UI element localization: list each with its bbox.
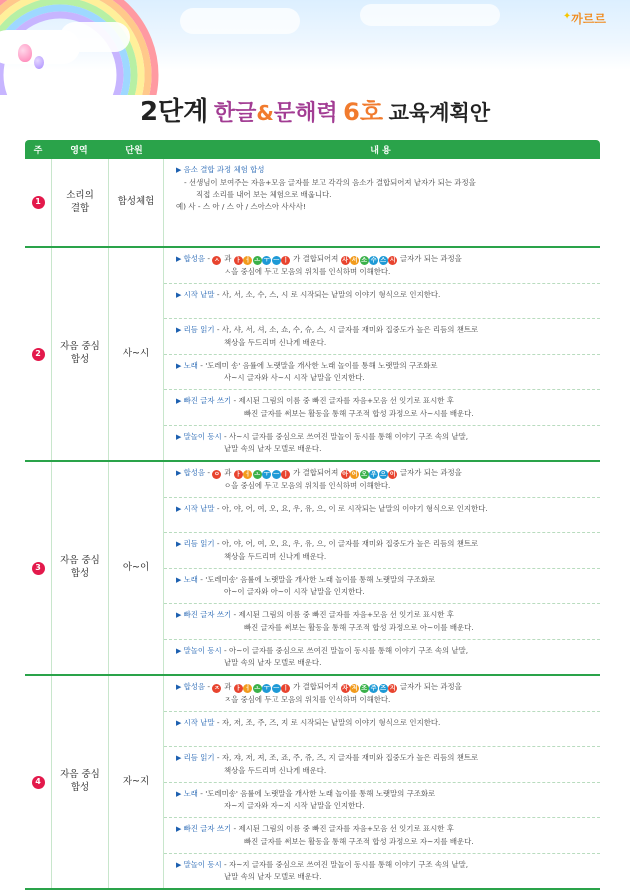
arrow-icon: ▶ bbox=[176, 397, 184, 405]
item-first-line bbox=[176, 360, 592, 373]
item-keyword: 리듬 읽기 bbox=[183, 325, 215, 334]
item-keyword: 말놀이 동시 bbox=[183, 859, 222, 869]
item-first-line bbox=[176, 681, 592, 694]
item-continuation: 빠진 글자를 써보는 활동을 통해 구조적 합성 과정으로 자~지를 배운다. bbox=[244, 836, 474, 846]
item-first-line bbox=[176, 645, 592, 658]
letter-chip: 자 bbox=[342, 685, 349, 692]
item-text: - 자, 쟈, 저, 져, 조, 죠, 주, 쥬, 즈, 지 글자를 재미와 집중도가 높은 리듬의 챈트로 bbox=[216, 753, 479, 762]
content-item bbox=[164, 747, 600, 783]
letter-chip: ㅣ bbox=[282, 685, 289, 692]
letter-chip: ㅓ bbox=[244, 685, 251, 692]
letter-chip: ㅣ bbox=[282, 257, 289, 264]
item-text: - 제시된 그림의 이름 중 빠진 글자를 자음+모음 선 잇기로 표시한 후 bbox=[233, 610, 454, 619]
letter-chip: ㅇ bbox=[214, 471, 220, 478]
cloud-icon bbox=[60, 22, 130, 52]
item-continuation: 빠진 글자를 써보는 활동을 통해 구조적 합성 과정으로 사~시를 배운다. bbox=[244, 408, 474, 418]
arrow-icon: ▶ bbox=[176, 646, 184, 655]
item-text: - 사, 샤, 서, 셔, 소, 쇼, 수, 슈, 스, 시 글자를 재미와 집중도가 높은 리듬의 챈트로 bbox=[216, 325, 479, 334]
item-continuation: 낱말 속의 낱자 모델로 배운다. bbox=[224, 872, 322, 882]
letter-chip: ㅏ bbox=[235, 471, 242, 478]
letter-chip: 우 bbox=[370, 471, 377, 478]
letter-chip: ㅗ bbox=[254, 685, 261, 692]
letter-chip: ㅜ bbox=[263, 257, 270, 264]
week-cell bbox=[25, 462, 52, 674]
content-item bbox=[164, 390, 600, 426]
week-number-badge: 2 bbox=[32, 348, 45, 361]
letter-chip: 아 bbox=[342, 471, 349, 478]
unit-cell: 사~시 bbox=[109, 248, 164, 460]
week-number-badge: 3 bbox=[32, 562, 45, 575]
item-text: - 사~시 글자를 중심으로 쓰여진 말놀이 동시를 통해 이야기 구조 속의 낱말, bbox=[224, 431, 469, 441]
item-keyword: 시작 낱말 bbox=[183, 289, 215, 299]
item-keyword: 노래 bbox=[183, 788, 198, 798]
item-continuation: 빠진 글자를 써보는 활동을 통해 구조적 합성 과정으로 아~이를 배운다. bbox=[244, 622, 474, 632]
content-item bbox=[164, 284, 600, 320]
week-cell bbox=[25, 159, 52, 246]
item-keyword: 빠진 글자 쓰기 bbox=[183, 824, 232, 833]
content-cell bbox=[164, 462, 600, 674]
letter-chip: 주 bbox=[370, 685, 377, 692]
balloon-icon bbox=[18, 44, 32, 62]
item-text: 글자가 되는 과정을 bbox=[397, 682, 462, 691]
table-row bbox=[25, 248, 600, 462]
area-cell: 자음 중심 합성 bbox=[52, 248, 109, 460]
letter-chip: ㅜ bbox=[263, 471, 270, 478]
title-hangul: 한글 bbox=[213, 101, 257, 126]
item-continuation: 책상을 두드리며 신나게 배운다. bbox=[224, 765, 327, 775]
content-item bbox=[164, 854, 600, 889]
letter-chip: 사 bbox=[342, 257, 349, 264]
content-cell bbox=[164, 676, 600, 888]
title-level: 2단계 bbox=[139, 97, 209, 127]
item-first-line bbox=[176, 752, 592, 765]
title-plan: 교육계획안 bbox=[388, 101, 491, 125]
item-first-line bbox=[176, 324, 592, 337]
letter-chip: ㅏ bbox=[235, 685, 242, 692]
item-text: - '도레미송' 음률에 노랫말을 개사한 노래 놀이를 통해 노랫말의 구조화로 bbox=[200, 788, 436, 798]
item-keyword: 말놀이 동시 bbox=[183, 431, 222, 441]
letter-chip: 스 bbox=[380, 257, 387, 264]
week-number-badge: 4 bbox=[32, 776, 45, 789]
item-first-line bbox=[176, 164, 592, 177]
content-item bbox=[164, 604, 600, 640]
item-text: - 제시된 그림의 이름 중 빠진 글자를 자음+모음 선 잇기로 표시한 후 bbox=[233, 824, 454, 833]
content-item bbox=[164, 712, 600, 748]
item-first-line bbox=[176, 503, 592, 516]
item-text: - 아~이 글자를 중심으로 쓰여진 말놀이 동시를 통해 이야기 구조 속의 낱말, bbox=[224, 645, 469, 655]
letter-chip: 지 bbox=[389, 685, 396, 692]
item-first-line bbox=[176, 609, 592, 622]
item-text: - 제시된 그림의 이름 중 빠진 글자를 자음+모음 선 잇기로 표시한 후 bbox=[233, 396, 454, 405]
item-first-line bbox=[176, 467, 592, 480]
letter-chip: 수 bbox=[370, 257, 377, 264]
item-continuation: 책상을 두드리며 신나게 배운다. bbox=[224, 337, 327, 347]
item-continuation: ㅈ을 중심에 두고 모음의 위치를 인식하며 이해한다. bbox=[224, 694, 391, 704]
header-unit: 단원 bbox=[125, 146, 143, 156]
item-text: 과 bbox=[221, 682, 234, 691]
item-keyword: 합성음 bbox=[183, 254, 206, 263]
letter-chip: ㅈ bbox=[214, 685, 220, 692]
content-item bbox=[164, 533, 600, 569]
arrow-icon: ▶ bbox=[176, 361, 184, 370]
letter-chip: 소 bbox=[361, 257, 368, 264]
item-text: - bbox=[205, 254, 213, 263]
title-literacy: 문해력 bbox=[273, 101, 338, 126]
item-text: - 아, 야, 어, 여, 오, 요, 우, 유, 으, 이 글자를 재미와 집중도가 높은 리듬의 챈트로 bbox=[216, 539, 479, 548]
letter-chip: ㅓ bbox=[244, 257, 251, 264]
item-continuation: 낱말 속의 낱자 모델로 배운다. bbox=[224, 658, 322, 668]
content-item bbox=[164, 640, 600, 675]
arrow-icon: ▶ bbox=[176, 326, 184, 334]
content-item bbox=[164, 676, 600, 712]
area-cell: 소리의 결합 bbox=[52, 159, 109, 246]
item-keyword: 노래 bbox=[183, 360, 198, 370]
header-week: 주 bbox=[33, 146, 43, 156]
arrow-icon: ▶ bbox=[176, 683, 184, 691]
letter-chip: ㅡ bbox=[273, 685, 280, 692]
title-amp: & bbox=[256, 101, 274, 125]
item-continuation: 사~시 글자와 사~시 시작 낱말을 인지한다. bbox=[224, 373, 365, 383]
unit-cell: 합성체험 bbox=[109, 159, 164, 246]
cloud-icon bbox=[360, 4, 500, 26]
arrow-icon: ▶ bbox=[176, 575, 184, 584]
item-keyword: 리듬 읽기 bbox=[183, 539, 215, 548]
arrow-icon: ▶ bbox=[176, 789, 184, 798]
letter-chip: ㅣ bbox=[282, 471, 289, 478]
content-item bbox=[164, 498, 600, 534]
item-text: - 자, 저, 조, 주, 즈, 지 로 시작되는 낱말의 이야기 형식으로 인지한다. bbox=[216, 717, 441, 727]
balloon-icon bbox=[34, 56, 44, 69]
header-area: 영역 bbox=[70, 146, 88, 156]
week-number-badge: 1 bbox=[32, 196, 45, 209]
table-row bbox=[25, 159, 600, 248]
letter-chip: ㅡ bbox=[273, 471, 280, 478]
item-text: - '도레미 송' 음률에 노랫말을 개사한 노래 놀이를 통해 노랫말의 구조화로 bbox=[200, 360, 438, 370]
item-keyword: 빠진 글자 쓰기 bbox=[183, 396, 232, 405]
content-item bbox=[164, 159, 600, 246]
letter-chip: ㅗ bbox=[254, 471, 261, 478]
item-first-line bbox=[176, 859, 592, 872]
item-text: - 자~지 글자를 중심으로 쓰여진 말놀이 동시를 통해 이야기 구조 속의 낱말, bbox=[224, 859, 469, 869]
item-continuation: ㅅ을 중심에 두고 모음의 위치를 인식하며 이해한다. bbox=[224, 266, 391, 276]
item-text: - bbox=[205, 682, 213, 691]
item-first-line bbox=[176, 823, 592, 836]
item-keyword: 시작 낱말 bbox=[183, 503, 215, 513]
plan-table bbox=[25, 140, 600, 890]
letter-chip: ㅅ bbox=[214, 257, 220, 264]
item-first-line bbox=[176, 717, 592, 730]
item-first-line bbox=[176, 788, 592, 801]
item-keyword: 리듬 읽기 bbox=[183, 753, 215, 762]
item-text: - bbox=[205, 468, 213, 477]
item-first-line bbox=[176, 289, 592, 302]
page-title bbox=[0, 91, 630, 128]
letter-chip: ㅓ bbox=[244, 471, 251, 478]
content-item bbox=[164, 462, 600, 498]
item-text: 글자가 되는 과정을 bbox=[397, 468, 462, 477]
item-text: - 사, 서, 소, 수, 스, 시 로 시작되는 낱말의 이야기 형식으로 인지한다. bbox=[216, 289, 441, 299]
title-issue: 6호 bbox=[343, 98, 384, 126]
letter-chip: ㅗ bbox=[254, 257, 261, 264]
brand-logo: ✦까르르 bbox=[562, 11, 606, 26]
letter-chip: 조 bbox=[361, 685, 368, 692]
content-item bbox=[164, 355, 600, 391]
arrow-icon: ▶ bbox=[176, 718, 184, 727]
item-text: 과 bbox=[221, 468, 234, 477]
item-text: 가 결합되어져 bbox=[290, 682, 341, 691]
item-first-line bbox=[176, 574, 592, 587]
item-first-line bbox=[176, 538, 592, 551]
letter-chip: 저 bbox=[351, 685, 358, 692]
letter-chip: 어 bbox=[351, 471, 358, 478]
cloud-icon bbox=[180, 8, 300, 34]
unit-cell: 아~이 bbox=[109, 462, 164, 674]
item-keyword: 합성음 bbox=[183, 682, 206, 691]
table-header bbox=[25, 140, 600, 159]
letter-chip: 으 bbox=[380, 471, 387, 478]
item-first-line bbox=[176, 431, 592, 444]
item-keyword: 합성음 bbox=[183, 468, 206, 477]
item-first-line bbox=[176, 253, 592, 266]
arrow-icon: ▶ bbox=[176, 540, 184, 548]
item-keyword: 말놀이 동시 bbox=[183, 645, 222, 655]
letter-chip: ㅏ bbox=[235, 257, 242, 264]
week-cell bbox=[25, 248, 52, 460]
item-continuation: 책상을 두드리며 신나게 배운다. bbox=[224, 551, 327, 561]
unit-cell: 자~지 bbox=[109, 676, 164, 888]
item-text: 가 결합되어져 bbox=[290, 254, 341, 263]
item-text: - 아, 야, 어, 여, 오, 요, 우, 유, 으, 이 로 시작되는 낱말의 이야기 형식으로 인지한다. bbox=[216, 503, 488, 513]
header-content: 내 용 bbox=[370, 146, 391, 156]
header-sky bbox=[0, 0, 630, 70]
item-continuation: 직접 소리를 내어 보는 체험으로 배웁니다. bbox=[196, 189, 332, 199]
arrow-icon: ▶ bbox=[176, 166, 184, 174]
content-item bbox=[164, 319, 600, 355]
item-text: 가 결합되어져 bbox=[290, 468, 341, 477]
item-text: 글자가 되는 과정을 bbox=[397, 254, 462, 263]
letter-chip: 시 bbox=[389, 257, 396, 264]
item-keyword: 시작 낱말 bbox=[183, 717, 215, 727]
item-continuation: ㅇ을 중심에 두고 모음의 위치를 인식하며 이해한다. bbox=[224, 480, 391, 490]
arrow-icon: ▶ bbox=[176, 611, 184, 619]
arrow-icon: ▶ bbox=[176, 255, 184, 263]
item-continuation: 낱말 속의 낱자 모델로 배운다. bbox=[224, 444, 322, 454]
content-cell bbox=[164, 159, 600, 246]
letter-chip: 서 bbox=[351, 257, 358, 264]
area-cell: 자음 중심 합성 bbox=[52, 676, 109, 888]
arrow-icon: ▶ bbox=[176, 469, 184, 477]
content-item bbox=[164, 248, 600, 284]
letter-chip: ㅡ bbox=[273, 257, 280, 264]
content-cell bbox=[164, 248, 600, 460]
item-continuation: - 선생님이 보여주는 자음+모음 글자를 보고 각각의 음소가 결합되어져 낱자가 되는 과정을 bbox=[184, 177, 476, 187]
letter-chip: 이 bbox=[389, 471, 396, 478]
item-first-line bbox=[176, 395, 592, 408]
content-item bbox=[164, 783, 600, 819]
week-cell bbox=[25, 676, 52, 888]
letter-chip: ㅜ bbox=[263, 685, 270, 692]
content-item bbox=[164, 818, 600, 854]
content-item bbox=[164, 426, 600, 461]
item-continuation: 예) 사 - 스 아 / 스 아 / 스아스아 사사사! bbox=[176, 201, 306, 211]
arrow-icon: ▶ bbox=[176, 860, 184, 869]
arrow-icon: ▶ bbox=[176, 825, 184, 833]
arrow-icon: ▶ bbox=[176, 754, 184, 762]
arrow-icon: ▶ bbox=[176, 504, 184, 513]
item-continuation: 아~이 글자와 아~이 시작 낱말을 인지한다. bbox=[224, 587, 365, 597]
item-text: - '도레미송' 음률에 노랫말을 개사한 노래 놀이를 통해 노랫말의 구조화로 bbox=[200, 574, 436, 584]
letter-chip: 오 bbox=[361, 471, 368, 478]
item-keyword: 노래 bbox=[183, 574, 198, 584]
letter-chip: 즈 bbox=[380, 685, 387, 692]
area-cell: 자음 중심 합성 bbox=[52, 462, 109, 674]
item-continuation: 자~지 글자와 자~지 시작 낱말을 인지한다. bbox=[224, 801, 365, 811]
item-keyword: 빠진 글자 쓰기 bbox=[183, 610, 232, 619]
item-keyword: 음소 결합 과정 체험 합성 bbox=[183, 165, 265, 174]
content-item bbox=[164, 569, 600, 605]
arrow-icon: ▶ bbox=[176, 290, 184, 299]
table-row bbox=[25, 462, 600, 676]
item-text: 과 bbox=[221, 254, 234, 263]
arrow-icon: ▶ bbox=[176, 432, 184, 441]
table-row bbox=[25, 676, 600, 890]
